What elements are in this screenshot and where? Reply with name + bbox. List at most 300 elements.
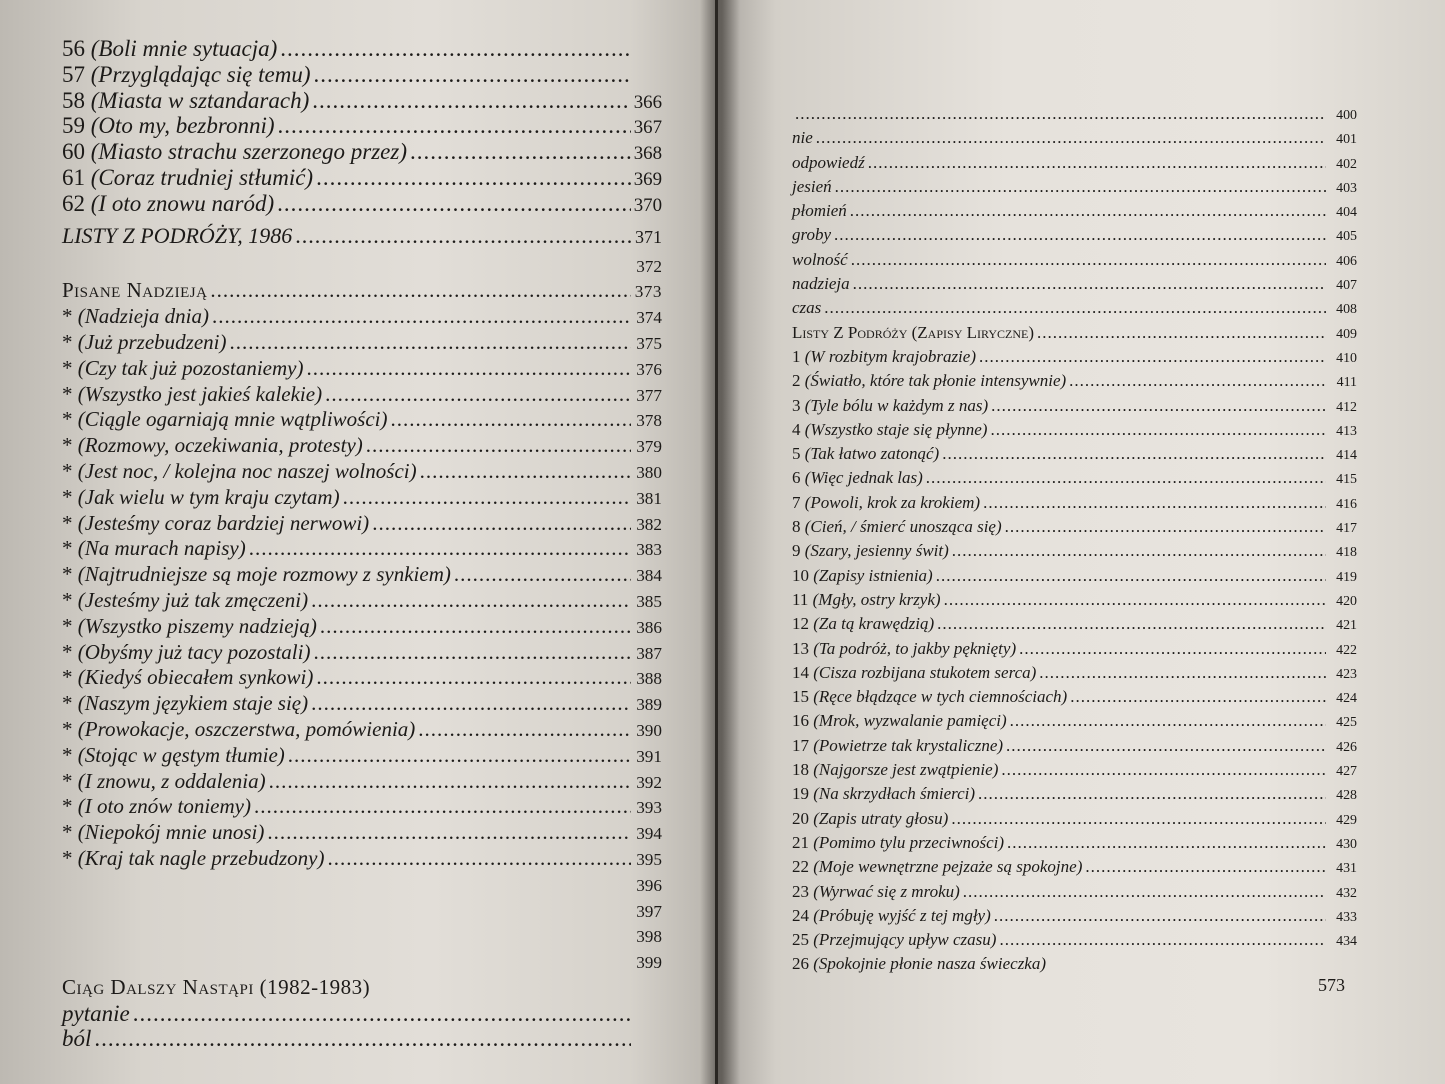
toc-entry-page: 425	[1336, 715, 1357, 731]
dot-leader	[254, 794, 631, 819]
toc-entry-number: 23	[792, 881, 814, 901]
dot-leader	[229, 330, 631, 355]
toc-entry-title: (W rozbitym krajobrazie)	[804, 346, 976, 366]
dot-leader	[944, 590, 1326, 610]
toc-entry-number: 15	[792, 687, 814, 707]
toc-entry-page: 414	[1336, 448, 1357, 464]
toc-entry	[792, 614, 1357, 638]
toc-entry-number: *	[62, 691, 78, 716]
toc-entry-page: 386	[636, 617, 662, 637]
toc-entry-page: 411	[1336, 375, 1357, 391]
dot-leader	[963, 882, 1326, 902]
toc-entry-number: 13	[792, 638, 814, 658]
dot-leader	[1005, 517, 1326, 537]
toc-entry	[62, 62, 662, 88]
toc-entry-title: (Światło, które tak płonie intensywnie)	[804, 371, 1067, 391]
toc-entry	[792, 274, 1357, 298]
toc-entry-number: 26	[792, 954, 814, 974]
toc-page-only	[62, 949, 662, 975]
toc-entry-number: *	[62, 768, 78, 793]
toc-entry	[792, 857, 1357, 881]
dot-leader	[978, 784, 1326, 804]
dot-leader	[942, 444, 1326, 464]
toc-entry-number: *	[62, 433, 78, 458]
toc-entry-title: (Za tą krawędzią)	[813, 614, 935, 634]
dot-leader	[979, 347, 1326, 367]
toc-entry-title: (Jest noc, / kolejna noc naszej wolności)	[77, 458, 417, 483]
toc-entry	[792, 882, 1357, 906]
toc-entry	[792, 687, 1357, 711]
toc-entry-page: 377	[636, 385, 662, 405]
toc-entry-page: 413	[1336, 423, 1357, 439]
toc-entry-page: 417	[1336, 521, 1357, 537]
toc-entry	[62, 717, 662, 743]
toc-entry-number: 14	[792, 662, 814, 682]
toc-entry-title: (Na skrzydłach śmierci)	[813, 784, 976, 804]
toc-entry-title: ból	[62, 1026, 92, 1052]
toc-entry-page: 399	[636, 953, 662, 973]
toc-entry	[792, 663, 1357, 687]
subsection-heading	[62, 278, 662, 304]
toc-entry-title: (Wszystko staje się płynne)	[804, 419, 988, 439]
toc-entry-page: 430	[1336, 836, 1357, 852]
dot-leader	[816, 128, 1326, 148]
toc-entry-page: 391	[636, 746, 662, 766]
toc-entry-page: 409	[1336, 326, 1357, 342]
toc-entry-number: *	[62, 304, 78, 329]
toc-entry-title: Ciąg Dalszy Nastąpi (1982-1983)	[62, 974, 371, 999]
toc-entry-title: (Na murach napisy)	[77, 536, 246, 561]
toc-entry-title: (I oto znów toniemy)	[77, 794, 251, 819]
dot-leader	[1037, 323, 1326, 343]
toc-entry-number: *	[62, 794, 78, 819]
toc-entry-page: 406	[1336, 253, 1357, 269]
toc-entry-number: 59	[62, 113, 91, 139]
book-spine	[700, 0, 740, 1084]
toc-entry-page: 433	[1336, 909, 1357, 925]
toc-entry-page: 393	[636, 798, 662, 818]
toc-entry-number: 5	[792, 444, 805, 464]
toc-entry	[62, 191, 662, 217]
toc-entry-number: 7	[792, 492, 805, 512]
toc-entry-number: 11	[792, 589, 813, 609]
toc-entry-page: 405	[1336, 229, 1357, 245]
toc-entry	[62, 794, 662, 820]
toc-entry	[62, 165, 662, 191]
toc-entry-page: 427	[1336, 764, 1357, 780]
toc-entry-title: wolność	[792, 249, 848, 269]
toc-entry-title: (Boli mnie sytuacja)	[90, 36, 278, 61]
dot-leader	[313, 62, 631, 88]
toc-entry-number: 57	[62, 61, 91, 87]
toc-entry	[62, 640, 662, 666]
toc-entry-title: (Wszystko piszemy nadzieją)	[77, 613, 317, 638]
toc-entry-page: 378	[636, 411, 662, 431]
toc-entry	[62, 562, 662, 588]
toc-entry-page: 371	[634, 226, 662, 247]
toc-entry-page: 394	[636, 824, 662, 844]
toc-entry	[62, 1001, 662, 1027]
dot-leader	[316, 665, 631, 690]
toc-entry-number: 60	[62, 139, 91, 165]
toc-entry	[62, 407, 662, 433]
toc-entry	[792, 468, 1357, 492]
toc-entry	[792, 420, 1357, 444]
toc-entry-number: 18	[792, 760, 814, 780]
toc-entry-title: (Tyle bólu w każdym z nas)	[804, 395, 989, 415]
dot-leader	[1039, 663, 1326, 683]
dot-leader	[853, 274, 1326, 294]
right-toc	[792, 104, 1357, 979]
dot-leader	[1085, 857, 1326, 877]
dot-leader	[313, 640, 631, 665]
toc-entry-page: 382	[636, 514, 662, 534]
toc-entry-title: (Zapis utraty głosu)	[813, 808, 949, 828]
toc-entry-number: 20	[792, 808, 814, 828]
toc-entry-page: 390	[636, 720, 662, 740]
toc-entry-page: 387	[636, 643, 662, 663]
toc-entry-number: 61	[62, 164, 91, 190]
toc-entry-title: Listy Z Podróży (Zapisy Liryczne)	[792, 322, 1034, 342]
toc-entry-title: (I oto znowu naród)	[90, 190, 275, 216]
toc-entry	[792, 541, 1357, 565]
toc-entry-title: (Zapisy istnienia)	[813, 565, 933, 585]
toc-entry-page: 434	[1336, 934, 1357, 950]
toc-entry-title: (Ta podróż, to jakby pęknięty)	[813, 638, 1017, 658]
toc-entry-page: 401	[1336, 132, 1357, 148]
dot-leader	[410, 139, 631, 165]
toc-entry-title: (Jak wielu w tym kraju czytam)	[77, 484, 340, 509]
toc-entry-title: (Niepokój mnie unosi)	[77, 820, 265, 845]
dot-leader	[1019, 639, 1326, 659]
toc-entry-number: *	[62, 820, 78, 845]
toc-entry-number: 22	[792, 857, 814, 877]
toc-entry	[62, 485, 662, 511]
toc-entry-page: 419	[1336, 569, 1357, 585]
dot-leader	[990, 420, 1326, 440]
toc-entry-title: (I znowu, z oddalenia)	[77, 768, 266, 793]
toc-entry-title: odpowiedź	[792, 152, 865, 172]
toc-entry-number: 58	[62, 87, 91, 113]
dot-leader	[133, 1001, 631, 1027]
dot-leader	[994, 906, 1326, 926]
toc-entry-page: 397	[636, 901, 662, 921]
dot-leader	[311, 691, 631, 716]
toc-entry-page: 380	[636, 462, 662, 482]
toc-entry-title: (Przejmujący upływ czasu)	[813, 930, 997, 950]
dot-leader	[249, 536, 631, 561]
section-heading	[792, 323, 1357, 347]
dot-leader	[210, 278, 631, 303]
toc-entry-title: (Mrok, wyzwalanie pamięci)	[813, 711, 1007, 731]
toc-entry	[792, 566, 1357, 590]
toc-entry-title: (Powietrze tak krystaliczne)	[813, 735, 1004, 755]
toc-entry	[62, 356, 662, 382]
toc-entry-number: *	[62, 381, 78, 406]
toc-entry-number: 1	[792, 346, 805, 366]
toc-entry	[62, 113, 662, 139]
toc-entry-title: LISTY Z PODRÓŻY, 1986	[62, 222, 293, 248]
toc-entry	[792, 760, 1357, 784]
toc-entry	[792, 396, 1357, 420]
toc-entry-title: (Próbuję wyjść z tej mgły)	[813, 905, 991, 925]
toc-entry-page: 416	[1336, 496, 1357, 512]
toc-entry	[792, 493, 1357, 517]
toc-entry-title: jesień	[792, 176, 832, 196]
toc-entry-title: (Szary, jesienny świt)	[804, 541, 949, 561]
dot-leader	[983, 493, 1326, 513]
toc-entry-title: (Wyrwać się z mroku)	[813, 881, 960, 901]
toc-entry-title: nie	[792, 128, 813, 148]
toc-entry-page: 385	[636, 591, 662, 611]
dot-leader	[999, 930, 1326, 950]
toc-entry-title: (Miasto strachu szerzonego przez)	[90, 139, 407, 165]
dot-leader	[277, 191, 631, 217]
toc-entry	[792, 250, 1357, 274]
toc-entry-title: (Przyglądając się temu)	[90, 61, 311, 87]
toc-entry	[62, 769, 662, 795]
toc-entry-title: (Spokojnie płonie nasza świeczka)	[813, 954, 1047, 974]
toc-entry-number: 4	[792, 419, 805, 439]
dot-leader	[316, 165, 631, 191]
dot-leader	[312, 88, 630, 114]
toc-entry	[62, 330, 662, 356]
dot-leader	[835, 177, 1326, 197]
dot-leader	[851, 250, 1326, 270]
toc-entry-page: 408	[1336, 302, 1357, 318]
toc-entry-title: (Obyśmy już tacy pozostali)	[77, 639, 311, 664]
toc-entry	[792, 298, 1357, 322]
toc-entry-number: 3	[792, 395, 805, 415]
dot-leader	[868, 153, 1326, 173]
toc-entry-number: 2	[792, 371, 805, 391]
toc-entry	[62, 459, 662, 485]
toc-entry-number: *	[62, 536, 78, 561]
toc-entry	[792, 177, 1357, 201]
toc-entry-title: (Tak łatwo zatonąć)	[804, 444, 940, 464]
toc-entry	[62, 304, 662, 330]
dot-leader	[795, 104, 1326, 124]
toc-entry-number: *	[62, 355, 78, 380]
toc-entry-title: (Więc jednak las)	[804, 468, 923, 488]
toc-entry-page: 424	[1336, 691, 1357, 707]
dot-leader	[824, 298, 1326, 318]
dot-leader	[278, 113, 631, 139]
toc-entry-title: (Coraz trudniej stłumić)	[90, 164, 314, 190]
toc-entry-page: 429	[1336, 812, 1357, 828]
toc-entry-page: 374	[636, 308, 662, 328]
dot-leader	[306, 356, 631, 381]
toc-entry-page: 381	[636, 488, 662, 508]
toc-entry-title: (Powoli, krok za krokiem)	[804, 492, 981, 512]
toc-entry-title: płomień	[792, 201, 847, 221]
toc-entry-page: 420	[1336, 593, 1357, 609]
toc-entry	[62, 820, 662, 846]
toc-page-only	[62, 898, 662, 924]
toc-entry	[792, 833, 1357, 857]
toc-entry-title: (Ręce błądzące w tych ciemnościach)	[813, 687, 1068, 707]
toc-entry	[792, 784, 1357, 808]
dot-leader	[834, 225, 1326, 245]
toc-entry-number: 21	[792, 832, 814, 852]
dot-leader	[936, 566, 1326, 586]
toc-entry-title: (Pomimo tylu przeciwności)	[813, 832, 1004, 852]
toc-entry-page: 402	[1336, 156, 1357, 172]
toc-entry-number: *	[62, 458, 78, 483]
dot-leader	[325, 382, 631, 407]
toc-entry-page: 395	[636, 849, 662, 869]
toc-entry-number: 8	[792, 517, 805, 537]
dot-leader	[850, 201, 1326, 221]
dot-leader	[1001, 760, 1326, 780]
toc-entry-page: 396	[636, 875, 662, 895]
dot-leader	[288, 743, 631, 768]
toc-entry-number: *	[62, 742, 78, 767]
toc-entry	[792, 590, 1357, 614]
toc-entry-page: 369	[633, 168, 662, 190]
dot-leader	[1006, 736, 1326, 756]
toc-entry-title: (Jesteśmy już tak zmęczeni)	[77, 587, 309, 612]
toc-entry-title: (Jesteśmy coraz bardziej nerwowi)	[77, 510, 370, 535]
dot-leader	[420, 459, 631, 484]
dot-leader	[1007, 833, 1326, 853]
toc-entry-title: (Już przebudzeni)	[77, 329, 227, 354]
dot-leader	[366, 433, 631, 458]
toc-entry	[792, 639, 1357, 663]
toc-entry-page: 432	[1336, 885, 1357, 901]
toc-entry	[792, 153, 1357, 177]
toc-entry	[792, 225, 1357, 249]
dot-leader	[937, 614, 1326, 634]
toc-entry-title: (Kraj tak nagle przebudzony)	[77, 845, 325, 870]
toc-entry-number: *	[62, 510, 78, 535]
toc-entry-page: 412	[1336, 399, 1357, 415]
toc-entry-page: 423	[1336, 666, 1357, 682]
toc-entry-title: (Czy tak już pozostaniemy)	[77, 355, 304, 380]
page-number: 573	[1318, 975, 1345, 995]
toc-entry	[62, 846, 662, 872]
toc-entry	[792, 347, 1357, 371]
toc-entry-title: groby	[792, 225, 832, 245]
toc-entry-page: 368	[633, 143, 662, 165]
toc-entry	[62, 665, 662, 691]
toc-entry-title: (Cisza rozbijana stukotem serca)	[813, 662, 1037, 682]
toc-entry	[792, 930, 1357, 954]
toc-entry	[792, 736, 1357, 760]
toc-page-only	[62, 872, 662, 898]
toc-entry-title: (Najgorsze jest zwątpienie)	[813, 760, 999, 780]
toc-entry	[792, 128, 1357, 152]
toc-entry-number: *	[62, 329, 78, 354]
dot-leader	[951, 809, 1326, 829]
dot-leader	[1069, 371, 1326, 391]
toc-entry-page: 389	[636, 695, 662, 715]
dot-leader	[320, 614, 631, 639]
dot-leader	[269, 769, 631, 794]
toc-entry-page: 398	[636, 927, 662, 947]
toc-entry-page: 392	[636, 772, 662, 792]
dot-leader	[926, 468, 1326, 488]
toc-entry-page: 415	[1336, 472, 1357, 488]
toc-entry-number: *	[62, 613, 78, 638]
toc-entry-page: 367	[633, 117, 662, 139]
toc-entry-page: 384	[636, 566, 662, 586]
toc-entry-title: (Rozmowy, oczekiwania, protesty)	[77, 433, 363, 458]
toc-entry-title: czas	[792, 298, 822, 318]
toc-page-only	[62, 923, 662, 949]
toc-entry	[792, 201, 1357, 225]
dot-leader	[295, 223, 631, 249]
toc-entry-number: 56	[62, 36, 91, 61]
toc-entry-number: *	[62, 407, 78, 432]
toc-entry-title: (Naszym językiem staje się)	[77, 691, 309, 716]
dot-leader	[267, 820, 631, 845]
toc-entry-page: 379	[636, 437, 662, 457]
toc-entry-page: 422	[1336, 642, 1357, 658]
toc-entry-title: (Miasta w sztandarach)	[90, 87, 310, 113]
toc-entry-number: *	[62, 716, 78, 741]
toc-entry-page: 375	[636, 333, 662, 353]
toc-entry-number: 24	[792, 905, 814, 925]
toc-entry	[792, 371, 1357, 395]
toc-entry	[62, 433, 662, 459]
toc-entry-number: *	[62, 484, 78, 509]
toc-entry	[792, 444, 1357, 468]
toc-entry-number: *	[62, 587, 78, 612]
toc-entry	[62, 88, 662, 114]
toc-entry-number: 6	[792, 468, 805, 488]
dot-leader	[372, 511, 631, 536]
toc-entry	[62, 691, 662, 717]
toc-entry-number: *	[62, 665, 78, 690]
toc-entry	[62, 588, 662, 614]
toc-entry-number: 17	[792, 735, 814, 755]
toc-entry-page: 404	[1336, 205, 1357, 221]
toc-entry-title: (Cień, / śmierć unosząca się)	[804, 517, 1002, 537]
dot-leader	[343, 485, 631, 510]
toc-entry-page: 431	[1336, 861, 1357, 877]
toc-entry-page: 366	[633, 91, 662, 113]
toc-page-only	[792, 104, 1357, 128]
toc-entry-number: 9	[792, 541, 805, 561]
toc-entry	[62, 743, 662, 769]
section-heading	[62, 975, 662, 1001]
toc-entry-title: (Oto my, bezbronni)	[90, 113, 275, 139]
toc-entry-title: (Najtrudniejsze są moje rozmowy z synkiem)	[77, 562, 451, 587]
dot-leader	[311, 588, 631, 613]
toc-entry-title: (Mgły, ostry krzyk)	[812, 589, 941, 609]
toc-entry-number: *	[62, 845, 78, 870]
toc-entry-title: (Moje wewnętrzne pejzaże są spokojne)	[813, 857, 1083, 877]
toc-entry	[62, 36, 662, 62]
toc-page-only	[62, 253, 662, 279]
toc-entry-page: 388	[636, 669, 662, 689]
toc-entry-number: 12	[792, 614, 814, 634]
toc-entry-number: *	[62, 562, 78, 587]
dot-leader	[1070, 687, 1326, 707]
toc-entry-page: 373	[634, 282, 662, 302]
toc-entry-number: *	[62, 639, 78, 664]
toc-entry-page: 370	[633, 194, 662, 216]
toc-entry	[792, 711, 1357, 735]
section-heading	[62, 223, 662, 253]
toc-entry-page: 418	[1336, 545, 1357, 561]
toc-entry-page: 428	[1336, 788, 1357, 804]
toc-entry-title: (Wszystko jest jakieś kalekie)	[77, 381, 323, 406]
dot-leader	[212, 304, 631, 329]
left-toc	[62, 36, 662, 1052]
toc-entry-title: nadzieja	[792, 274, 850, 294]
